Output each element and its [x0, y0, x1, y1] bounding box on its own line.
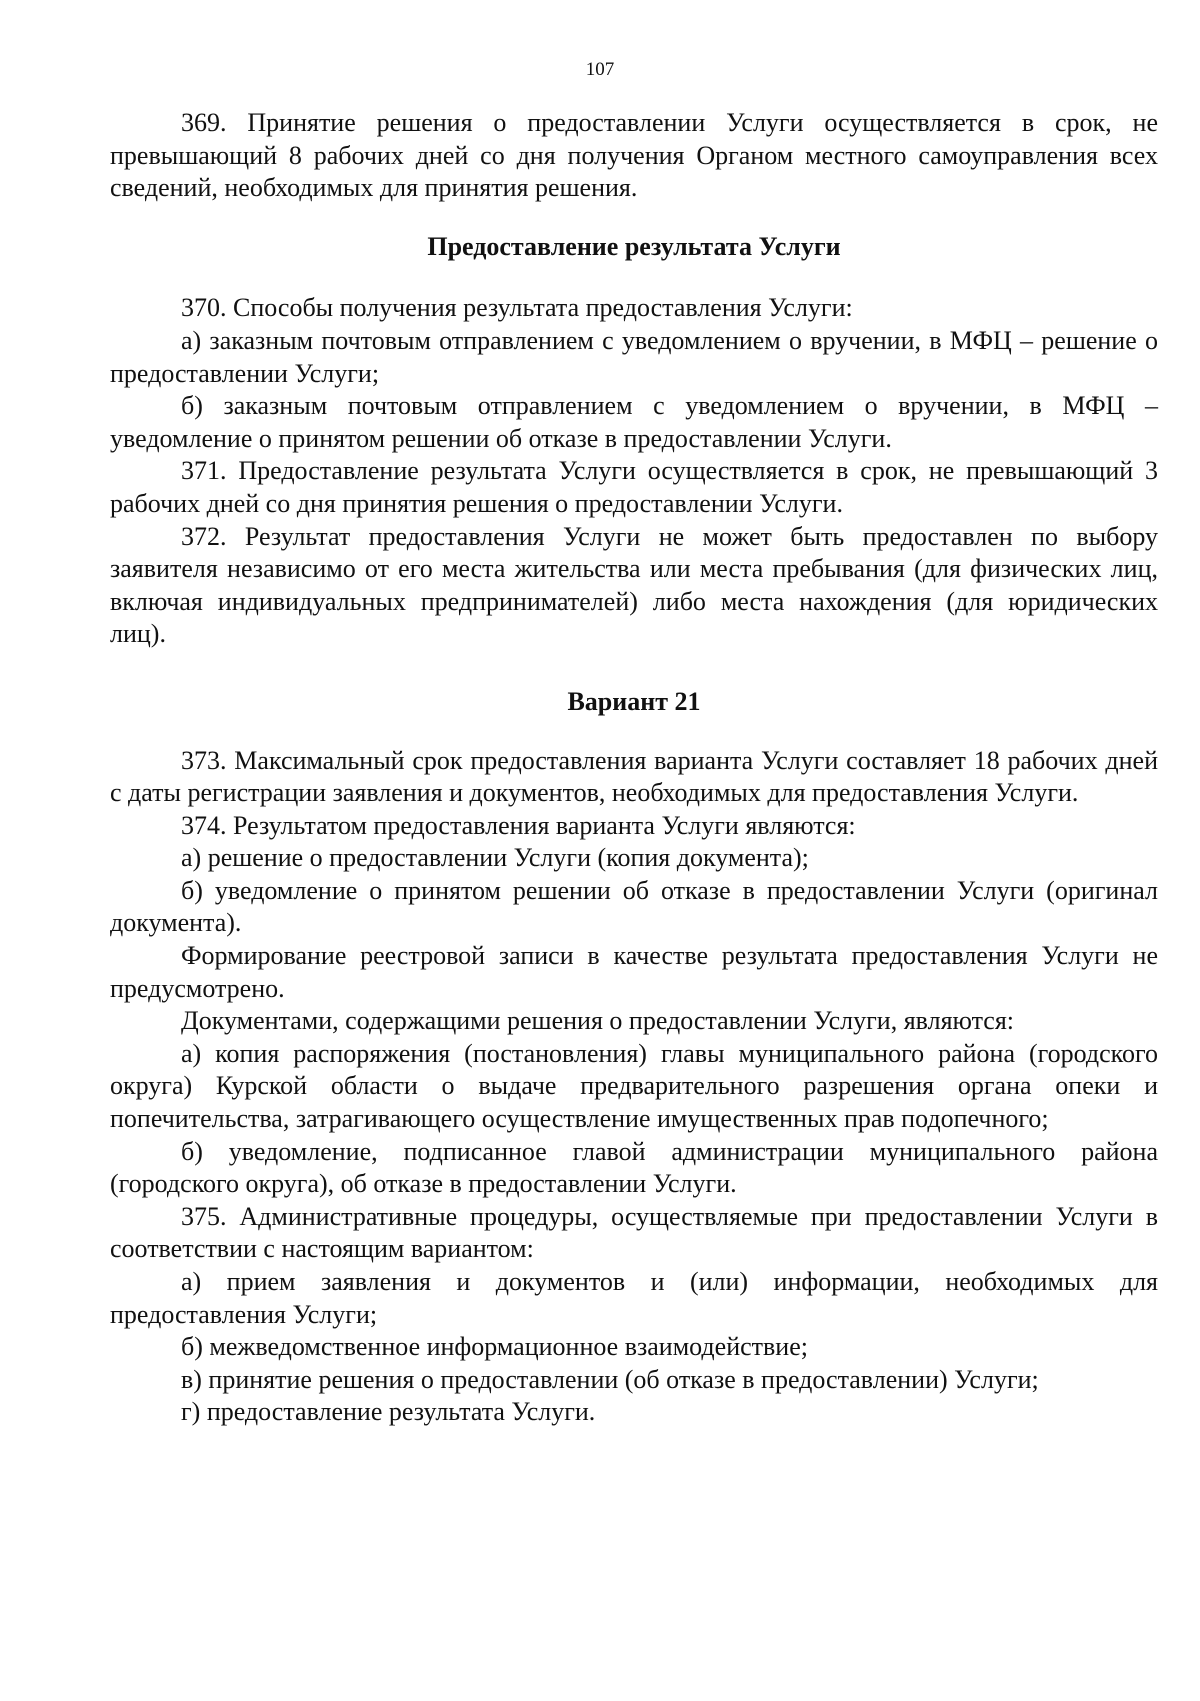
section-heading-variant: Вариант 21: [567, 686, 701, 716]
paragraph-375: 375. Административные процедуры, осуществляемые при предоставлении Услуги в соответствии с настоящим вариантом:: [110, 1201, 1158, 1264]
paragraph-370-a: а) заказным почтовым отправлением с уведомлением о вручении, в МФЦ – решение о предоставлении Услуги;: [110, 325, 1158, 388]
paragraph-decision-doc-a: а) копия распоряжения (постановления) главы муниципального района (городского округа) Курской области о выдаче предварительного разрешения органа опеки и попечительства, затрагивающего осуществление имущественных прав подопечного;: [110, 1038, 1158, 1134]
paragraph-371: 371. Предоставление результата Услуги осуществляется в срок, не превышающий 3 рабочих дней со дня принятия решения о предоставлении Услуги.: [110, 456, 1158, 518]
paragraph-375-c: в) принятие решения о предоставлении (об отказе в предоставлении) Услуги;: [181, 1364, 1039, 1394]
paragraph-decision-documents: Документами, содержащими решения о предоставлении Услуги, являются:: [181, 1006, 1015, 1036]
paragraph-370-b: б) заказным почтовым отправлением с уведомлением о вручении, в МФЦ – уведомление о принятом решении об отказе в предоставлении Услуги.: [110, 391, 1158, 453]
paragraph-registry-note: Формирование реестровой записи в качестве результата предоставления Услуги не предусмотрено.: [110, 941, 1158, 1003]
paragraph-374-b: б) уведомление о принятом решении об отказе в предоставлении Услуги (оригинал документа).: [110, 875, 1158, 938]
paragraph-370: 370. Способы получения результата предоставления Услуги:: [181, 293, 853, 323]
paragraph-375-d: г) предоставление результата Услуги.: [181, 1397, 596, 1427]
paragraph-374: 374. Результатом предоставления варианта Услуги являются:: [181, 810, 856, 840]
paragraph-372: 372. Результат предоставления Услуги не может быть предоставлен по выбору заявителя независимо от его места жительства или места пребывания (для физических лиц, включая индивидуальных предпринимателей) либо места нахождения (для юридических лиц).: [110, 521, 1158, 649]
paragraph-375-b: б) межведомственное информационное взаимодействие;: [181, 1332, 808, 1362]
paragraph-375-a: а) прием заявления и документов и (или) информации, необходимых для предоставления Услуги;: [110, 1267, 1158, 1329]
paragraph-decision-doc-b: б) уведомление, подписанное главой администрации муниципального района (городского округа), об отказе в предоставлении Услуги.: [110, 1136, 1158, 1199]
paragraph-374-a: а) решение о предоставлении Услуги (копия документа);: [181, 843, 809, 873]
paragraph-373: 373. Максимальный срок предоставления варианта Услуги составляет 18 рабочих дней с даты регистрации заявления и документов, необходимых для предоставления Услуги.: [110, 745, 1158, 808]
paragraph-369: 369. Принятие решения о предоставлении Услуги осуществляется в срок, не превышающий 8 рабочих дней со дня получения Органом местного самоуправления всех сведений, необходимых для принятия решения.: [110, 108, 1158, 203]
page-number: 107: [585, 59, 615, 80]
section-heading-result: Предоставление результата Услуги: [427, 231, 841, 261]
document-body: [110, 107, 1158, 1429]
